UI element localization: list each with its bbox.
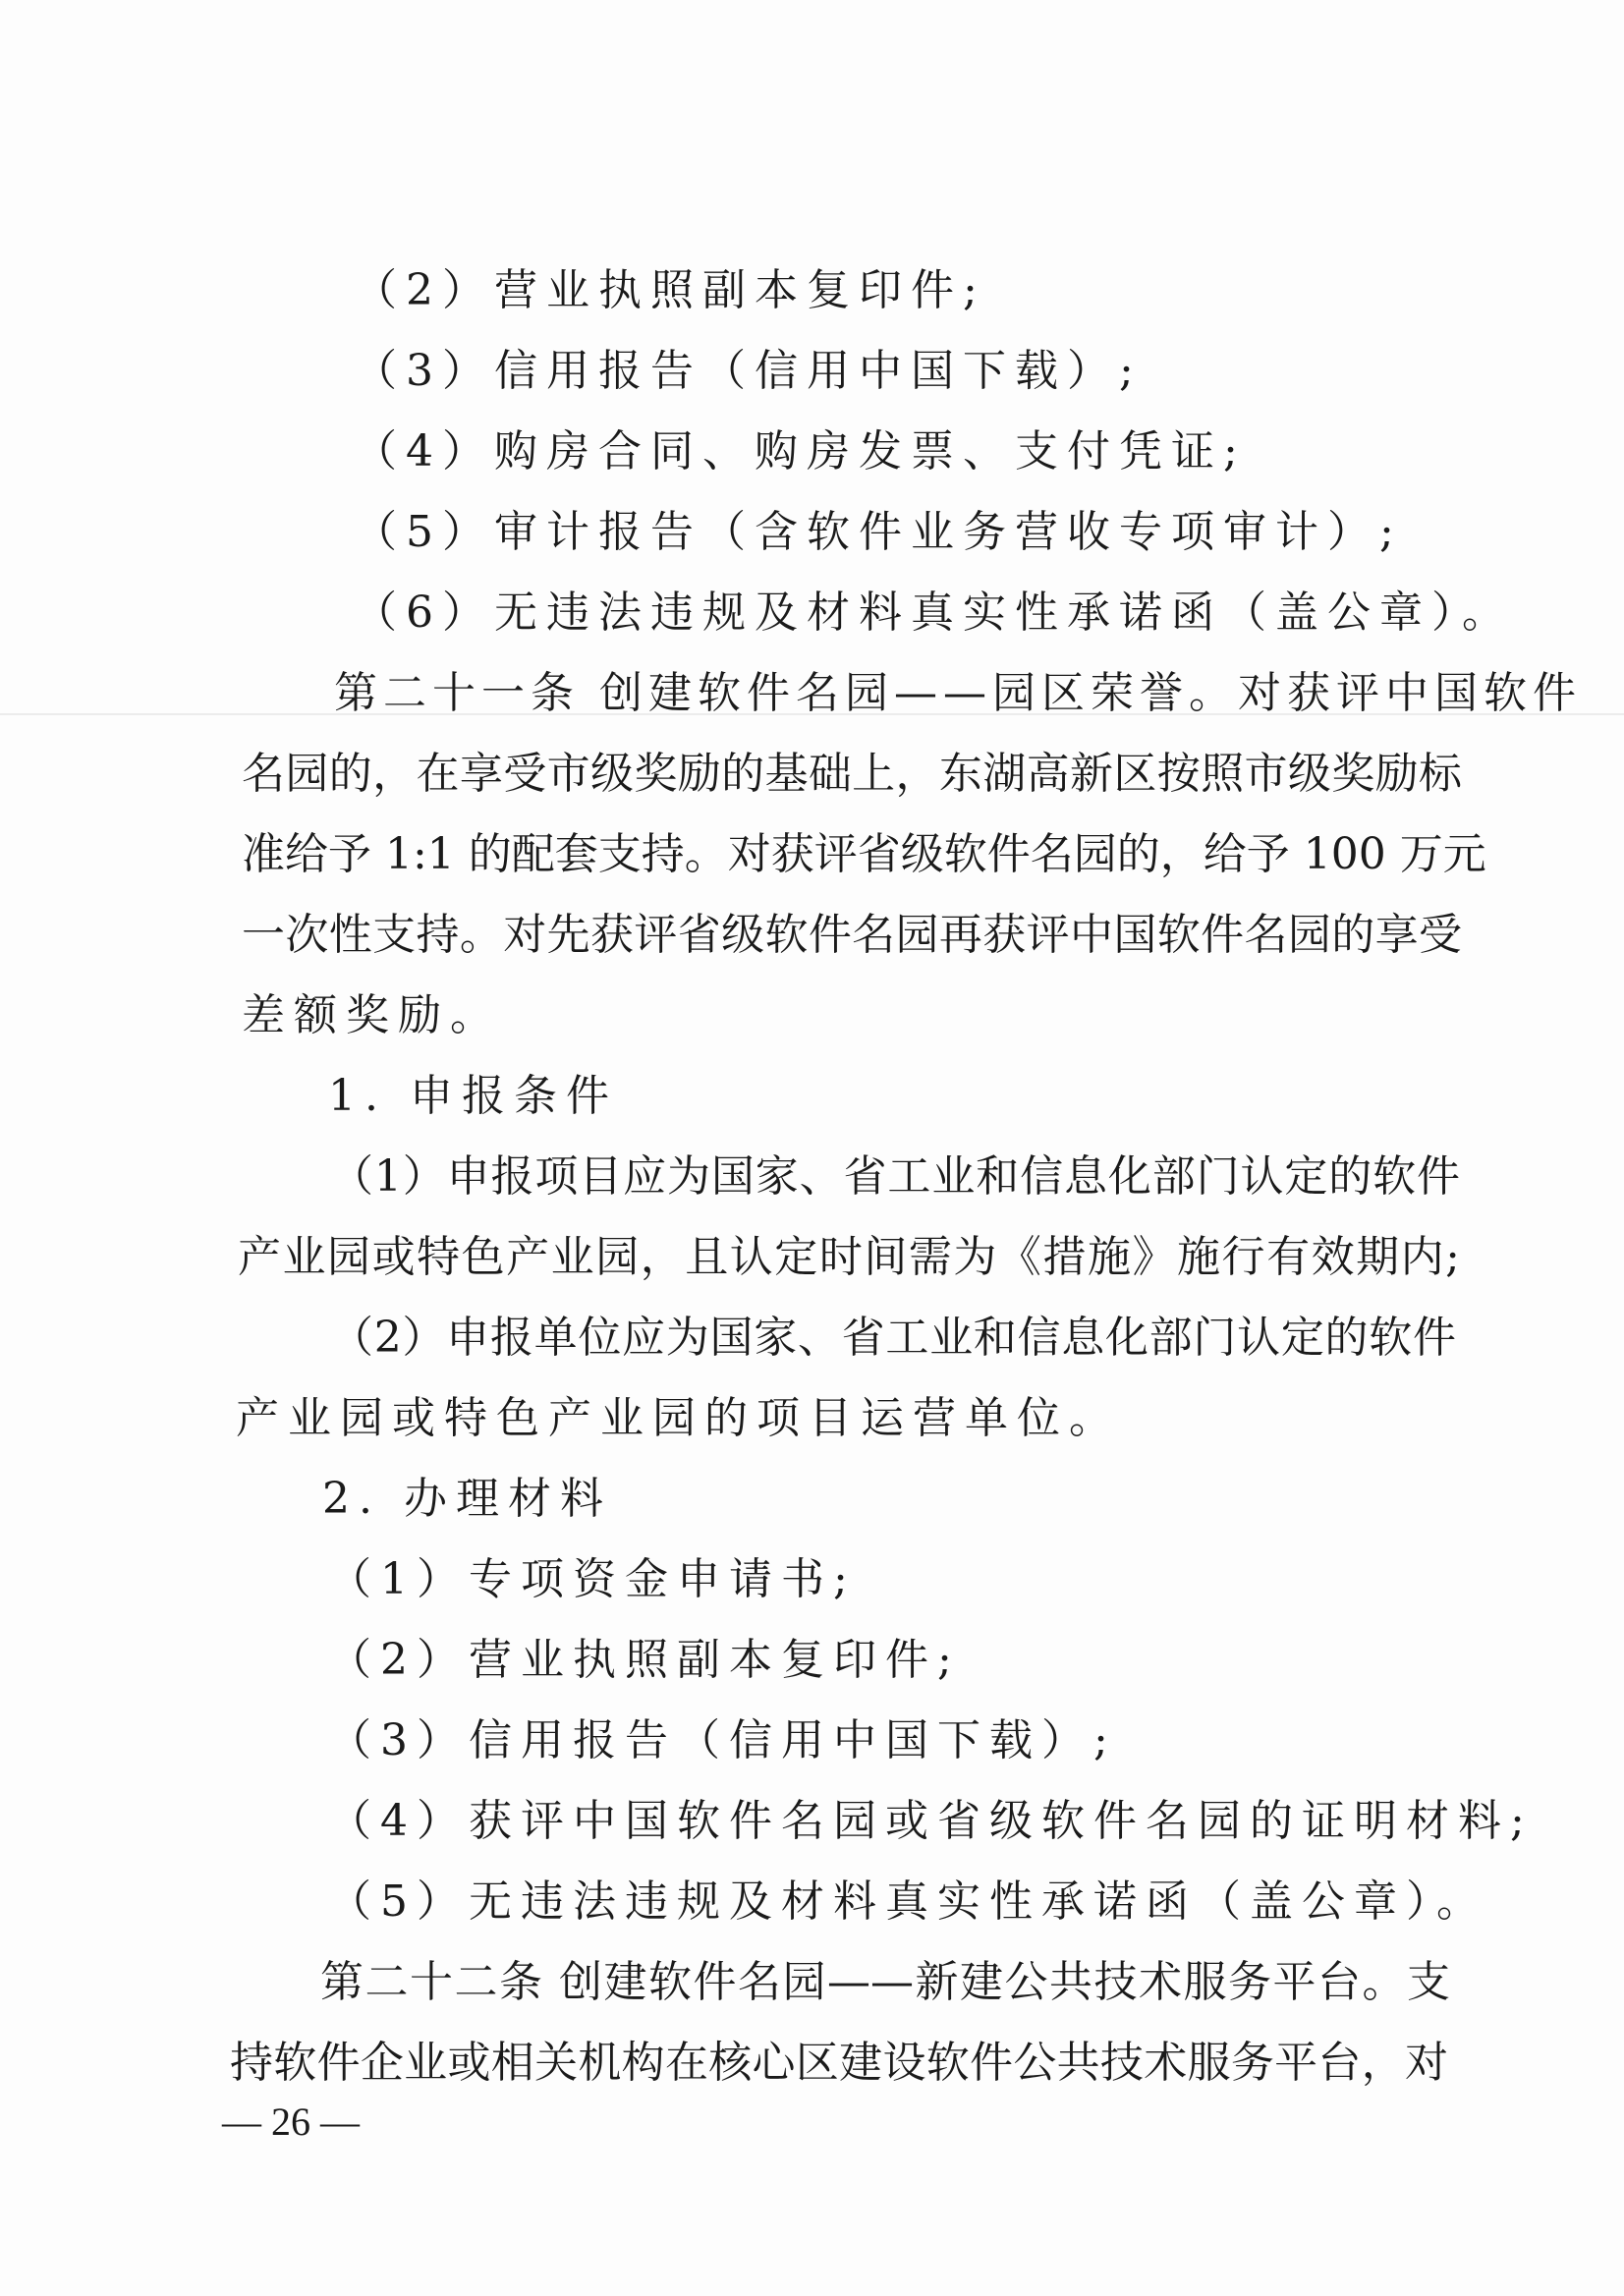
article-21-text-line-1: 名园的，在享受市级奖励的基础上，东湖高新区按照市级奖励标 [242, 749, 1462, 799]
item-5-audit-report: （5）审计报告（含软件业务营收专项审计）; [354, 507, 1403, 557]
condition-1-line-1: （1）申报项目应为国家、省工业和信息化部门认定的软件 [330, 1151, 1460, 1202]
item-4-purchase-contract: （4）购房合同、购房发票、支付凭证; [354, 426, 1247, 476]
condition-1-line-2: 产业园或特色产业园，且认定时间需为《措施》施行有效期内; [238, 1232, 1460, 1282]
article-21-heading: 第二十一条 创建软件名园——园区荣誉。对获评中国软件 [334, 668, 1582, 718]
item-3-credit-report: （3）信用报告（信用中国下载）; [354, 346, 1143, 396]
section-application-conditions: 1. 申报条件 [328, 1071, 618, 1121]
material-4: （4）获评中国软件名园或省级软件名园的证明材料; [328, 1796, 1534, 1846]
section-materials: 2. 办理材料 [322, 1474, 612, 1524]
material-1: （1）专项资金申请书; [328, 1554, 857, 1604]
material-2: （2）营业执照副本复印件; [328, 1635, 961, 1685]
item-2-business-license: （2）营业执照副本复印件; [354, 265, 986, 315]
material-3: （3）信用报告（信用中国下载）; [328, 1715, 1117, 1765]
article-22-heading: 第二十二条 创建软件名园——新建公共技术服务平台。支 [320, 1957, 1450, 2007]
condition-2-line-2: 产业园或特色产业园的项目运营单位。 [236, 1393, 1121, 1443]
article-21-text-line-2: 准给予 1:1 的配套支持。对获评省级软件名园的，给予 100 万元 [242, 829, 1486, 879]
article-22-text-line-1: 持软件企业或相关机构在核心区建设软件公共技术服务平台，对 [230, 2038, 1448, 2088]
page-number: — 26 — [222, 2100, 360, 2144]
condition-2-line-1: （2）申报单位应为国家、省工业和信息化部门认定的软件 [330, 1313, 1456, 1363]
article-21-text-line-3: 一次性支持。对先获评省级软件名园再获评中国软件名园的享受 [242, 910, 1462, 960]
article-21-text-line-4: 差额奖励。 [242, 990, 502, 1040]
material-5: （5）无违法违规及材料真实性承诺函（盖公章）。 [328, 1876, 1488, 1927]
item-6-commitment-letter: （6）无违法违规及材料真实性承诺函（盖公章）。 [354, 588, 1514, 638]
